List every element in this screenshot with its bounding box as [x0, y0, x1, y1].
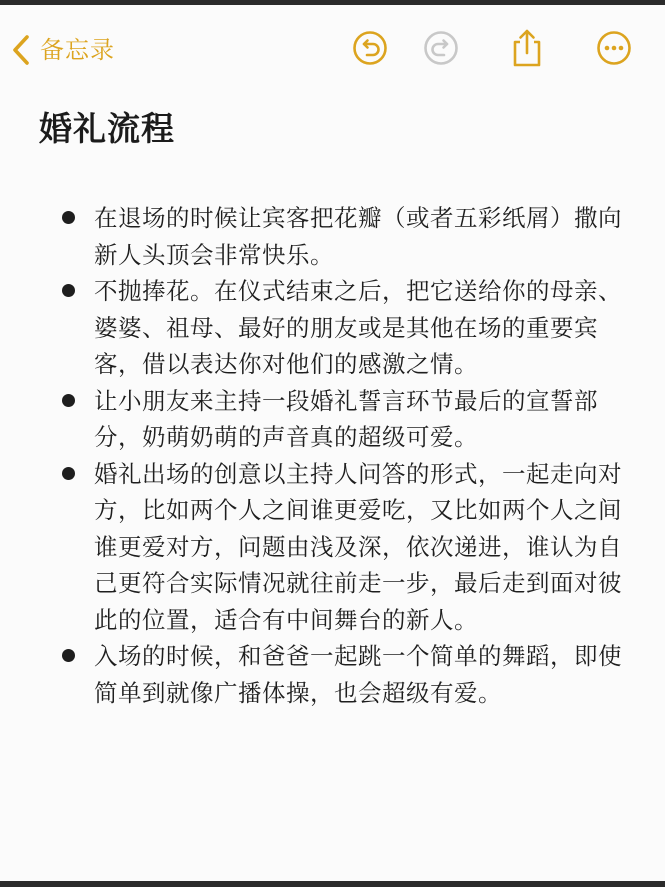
list-item-text: 不抛捧花。在仪式结束之后，把它送给你的母亲、婆婆、祖母、最好的朋友或是其他在场的重要宾客，借以表达你对他们的感激之情。	[94, 277, 622, 378]
note-title[interactable]: 婚礼流程	[39, 109, 175, 148]
redo-button[interactable]	[421, 30, 461, 70]
bottom-edge	[0, 881, 665, 887]
bullet-dot	[62, 394, 75, 407]
more-button[interactable]	[594, 30, 634, 70]
list-item-text: 在退场的时候让宾客把花瓣（或者五彩纸屑）撒向新人头顶会非常快乐。	[94, 204, 622, 269]
bullet-dot	[62, 649, 75, 662]
undo-icon	[352, 30, 388, 70]
list-item-text: 婚礼出场的创意以主持人问答的形式，一起走向对方，比如两个人之间谁更爱吃，又比如两个人之间谁更爱对方，问题由浅及深，依次递进，谁认为自己更符合实际情况就往前走一步，最后走到面对彼此的位置，适合有中间舞台的新人。	[94, 459, 622, 634]
list-item-text: 入场的时候，和爸爸一起跳一个简单的舞蹈，即使简单到就像广播体操，也会超级有爱。	[94, 642, 622, 707]
bullet-dot	[62, 284, 75, 297]
redo-icon	[423, 30, 459, 70]
back-button[interactable]	[10, 30, 115, 70]
undo-button[interactable]	[350, 30, 390, 70]
note-bullet-list[interactable]	[0, 200, 665, 711]
top-edge	[0, 0, 665, 5]
list-item	[0, 456, 665, 639]
list-item	[0, 638, 665, 711]
list-item	[0, 383, 665, 456]
back-label: 备忘录	[40, 36, 115, 64]
list-item-text: 让小朋友来主持一段婚礼誓言环节最后的宣誓部分，奶萌奶萌的声音真的超级可爱。	[94, 386, 598, 451]
bullet-dot	[62, 211, 75, 224]
bullet-dot	[62, 467, 75, 480]
share-icon	[509, 28, 545, 72]
more-icon	[596, 30, 632, 70]
chevron-left-icon	[10, 33, 32, 67]
share-button[interactable]	[507, 30, 547, 70]
list-item	[0, 200, 665, 273]
list-item	[0, 273, 665, 383]
navigation-bar	[0, 18, 665, 84]
